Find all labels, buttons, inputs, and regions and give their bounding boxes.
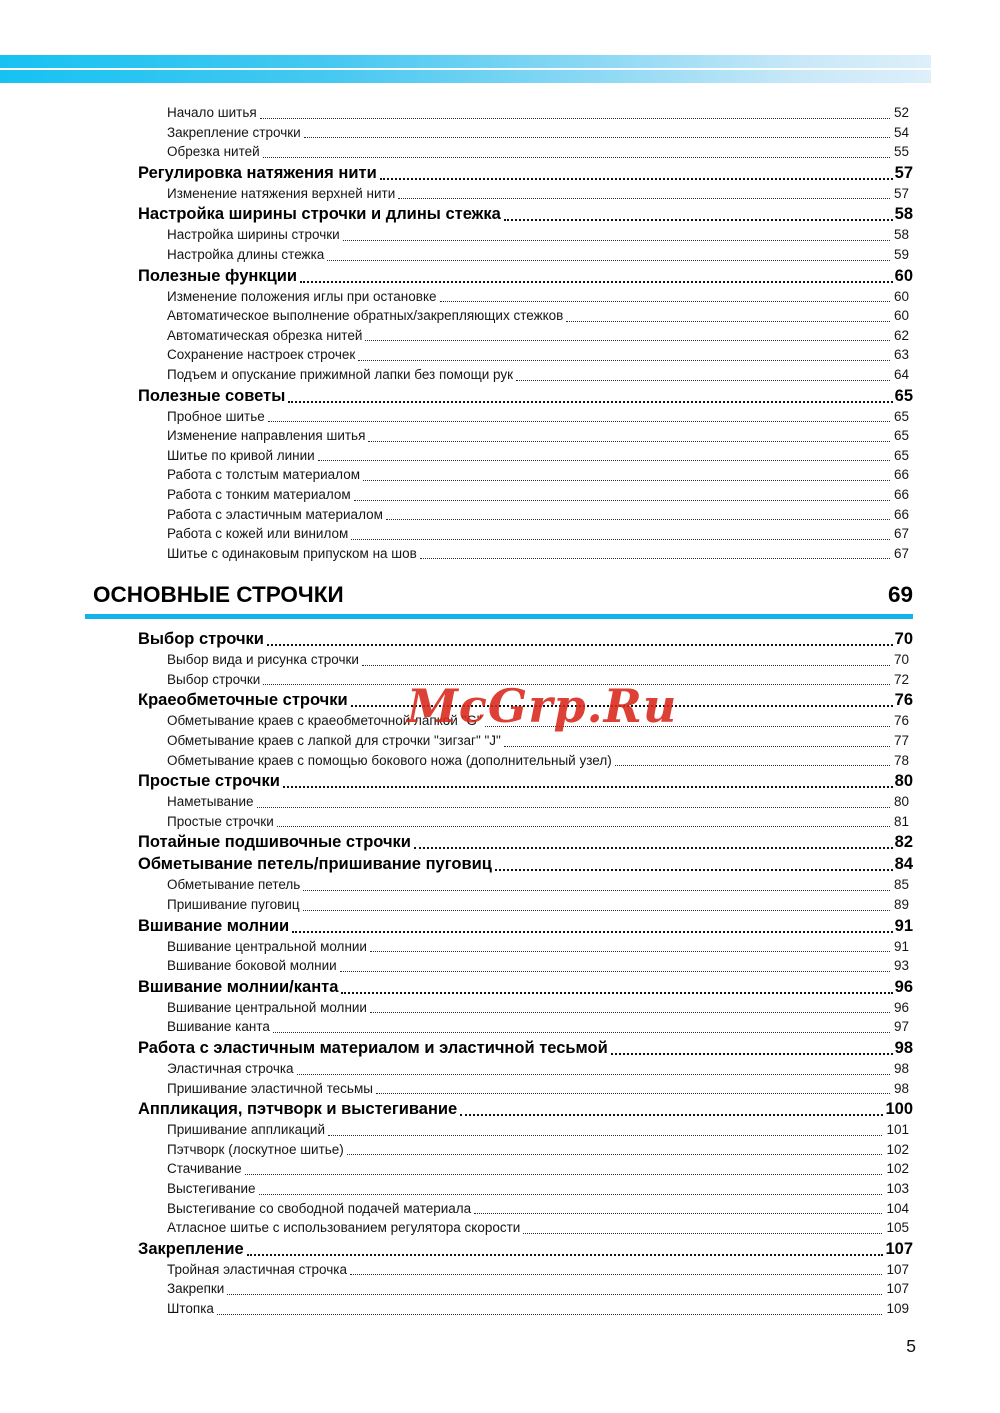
toc-leader-dots	[437, 287, 894, 307]
toc-entry-label: Автоматическое выполнение обратных/закрепляющих стежков	[167, 308, 564, 324]
toc-entry-page-number: 70	[893, 652, 909, 668]
toc-leader-dots	[340, 225, 894, 245]
toc-leader-dots	[300, 895, 894, 915]
toc-leader-dots	[325, 1120, 886, 1140]
toc-entry-page-number: 76	[893, 713, 909, 729]
toc-entry-label: Обметывание краев с помощью бокового ножа (дополнительный узел)	[167, 752, 612, 768]
toc-entry	[85, 426, 913, 446]
toc-leader-dots	[395, 184, 894, 204]
toc-entry	[85, 1279, 913, 1299]
toc-entry-page-number: 107	[886, 1281, 909, 1297]
toc-entry-page-number: 107	[886, 1261, 909, 1277]
toc-entry-label: Закрепление	[138, 1239, 244, 1258]
toc-entry-page-number: 60	[894, 266, 913, 285]
toc-leader-dots	[224, 1279, 886, 1299]
toc-entry-label: Шитье с одинаковым припуском на шов	[167, 545, 417, 561]
toc-leader-dots	[383, 505, 894, 525]
toc-entry	[85, 770, 913, 792]
toc-entry-page-number: 80	[893, 794, 909, 810]
toc-entry-page-number: 104	[886, 1200, 909, 1216]
toc-entry-label: Обметывание краев с лапкой для строчки "зигзаг" "J"	[167, 733, 501, 749]
toc-entry-page-number: 78	[893, 752, 909, 768]
toc-part1	[85, 103, 913, 563]
toc-leader-dots	[315, 446, 894, 466]
toc-entry	[85, 1199, 913, 1219]
toc-entry-page-number: 85	[893, 877, 909, 893]
toc-entry-page-number: 102	[886, 1141, 909, 1157]
toc-entry-label: Обметывание петель/пришивание пуговиц	[138, 855, 492, 874]
toc-entry	[85, 1159, 913, 1179]
table-of-contents	[85, 103, 913, 1319]
toc-entry-label: Пришивание эластичной тесьмы	[167, 1080, 373, 1096]
toc-leader-dots	[482, 711, 894, 731]
toc-entry-label: Выбор вида и рисунка строчки	[167, 652, 359, 668]
toc-entry-label: Краеобметочные строчки	[138, 691, 348, 710]
toc-leader-dots	[257, 103, 894, 123]
toc-leader-dots	[301, 123, 894, 143]
toc-entry	[85, 751, 913, 771]
toc-entry-page-number: 98	[893, 1061, 909, 1076]
toc-entry-page-number: 62	[893, 327, 909, 343]
footer-page-number: 5	[906, 1336, 916, 1356]
toc-entry-label: Простые строчки	[167, 813, 274, 829]
section-title: ОСНОВНЫЕ СТРОЧКИ	[93, 582, 344, 608]
toc-entry-label: Выбор строчки	[167, 671, 261, 687]
toc-leader-dots	[324, 245, 894, 265]
toc-leader-dots	[260, 142, 894, 162]
toc-entry-page-number: 96	[894, 977, 913, 996]
toc-leader-dots	[520, 1218, 886, 1238]
toc-entry	[85, 1017, 913, 1037]
toc-entry	[85, 915, 913, 937]
toc-entry-label: Начало шитья	[167, 105, 257, 120]
toc-entry	[85, 1120, 913, 1140]
toc-entry	[85, 184, 913, 204]
toc-entry	[85, 103, 913, 123]
toc-leader-dots	[367, 998, 894, 1018]
toc-entry-page-number: 57	[894, 163, 913, 182]
toc-entry	[85, 628, 913, 650]
toc-entry-page-number: 98	[894, 1039, 913, 1057]
toc-leader-dots	[359, 650, 894, 670]
toc-entry-label: Вшивание центральной молнии	[167, 999, 367, 1015]
toc-leader-dots	[244, 1238, 886, 1260]
toc-entry-label: Вшивание канта	[167, 1019, 270, 1035]
toc-entry-label: Штопка	[167, 1300, 214, 1316]
toc-entry-page-number: 66	[893, 467, 909, 483]
toc-entry-page-number: 58	[894, 205, 913, 224]
toc-entry	[85, 544, 913, 564]
toc-leader-dots	[348, 524, 894, 544]
toc-entry-page-number: 65	[893, 408, 909, 424]
toc-leader-dots	[264, 628, 895, 650]
toc-leader-dots	[265, 407, 894, 427]
toc-entry-page-number: 52	[893, 105, 909, 120]
toc-entry-page-number: 91	[893, 938, 909, 954]
toc-leader-dots	[365, 426, 894, 446]
toc-leader-dots	[373, 1079, 894, 1099]
toc-entry	[85, 937, 913, 957]
toc-entry-page-number: 58	[893, 227, 909, 243]
toc-entry-label: Пробное шитье	[167, 408, 265, 424]
toc-entry-page-number: 107	[885, 1239, 913, 1258]
section-page-number: 69	[887, 582, 913, 608]
toc-leader-dots	[300, 875, 894, 895]
toc-entry-label: Работа с толстым материалом	[167, 467, 360, 483]
toc-entry-page-number: 59	[893, 246, 909, 262]
toc-entry	[85, 142, 913, 162]
toc-entry-label: Закрепки	[167, 1281, 225, 1297]
toc-entry-label: Сохранение настроек строчек	[167, 347, 356, 363]
toc-entry	[85, 650, 913, 670]
toc-entry-label: Настройка длины стежка	[167, 246, 325, 262]
toc-entry-page-number: 64	[893, 366, 909, 382]
toc-entry	[85, 524, 913, 544]
toc-leader-dots	[348, 689, 895, 711]
toc-leader-dots	[513, 365, 894, 385]
toc-entry-page-number: 63	[893, 347, 909, 363]
toc-leader-dots	[256, 1179, 887, 1199]
toc-leader-dots	[608, 1037, 895, 1059]
section-heading	[85, 580, 913, 609]
toc-entry-label: Работа с эластичным материалом и эластичной тесьмой	[138, 1039, 608, 1057]
toc-entry	[85, 407, 913, 427]
toc-entry-label: Простые строчки	[138, 772, 280, 791]
toc-leader-dots	[457, 1098, 885, 1120]
toc-leader-dots	[285, 385, 894, 407]
toc-entry-label: Атласное шитье с использованием регулятора скорости	[167, 1220, 521, 1236]
toc-leader-dots	[471, 1199, 886, 1219]
toc-entry-label: Обметывание петель	[167, 877, 301, 893]
toc-entry-label: Настройка ширины строчки	[167, 227, 340, 243]
toc-entry	[85, 345, 913, 365]
toc-entry-label: Настройка ширины строчки и длины стежка	[138, 205, 501, 224]
toc-entry-label: Потайные подшивочные строчки	[138, 833, 411, 852]
toc-entry	[85, 998, 913, 1018]
toc-leader-dots	[242, 1159, 887, 1179]
toc-entry	[85, 365, 913, 385]
toc-entry-label: Пэтчворк (лоскутное шитье)	[167, 1141, 344, 1157]
toc-leader-dots	[417, 544, 894, 564]
toc-entry-page-number: 103	[886, 1180, 909, 1196]
toc-entry-page-number: 67	[893, 526, 909, 542]
toc-leader-dots	[289, 915, 894, 937]
toc-entry	[85, 505, 913, 525]
toc-entry	[85, 812, 913, 832]
toc-entry-page-number: 66	[893, 486, 909, 502]
toc-entry-page-number: 66	[893, 506, 909, 522]
toc-entry-page-number: 96	[893, 999, 909, 1015]
toc-leader-dots	[612, 751, 894, 771]
toc-leader-dots	[351, 485, 894, 505]
toc-entry	[85, 287, 913, 307]
toc-entry-page-number: 81	[893, 813, 909, 829]
toc-entry-page-number: 91	[894, 916, 913, 935]
toc-entry-label: Вшивание центральной молнии	[167, 938, 367, 954]
toc-leader-dots	[260, 670, 894, 690]
toc-entry-label: Эластичная строчка	[167, 1061, 294, 1076]
toc-entry-label: Пришивание аппликаций	[167, 1122, 325, 1138]
toc-entry	[85, 1179, 913, 1199]
toc-entry-page-number: 82	[894, 833, 913, 852]
toc-leader-dots	[362, 326, 894, 346]
toc-entry-label: Тройная эластичная строчка	[167, 1261, 347, 1277]
toc-entry	[85, 711, 913, 731]
toc-entry	[85, 1260, 913, 1280]
toc-entry	[85, 956, 913, 976]
toc-leader-dots	[367, 937, 894, 957]
toc-entry-page-number: 105	[886, 1220, 909, 1236]
toc-leader-dots	[563, 306, 894, 326]
toc-entry-label: Выстегивание	[167, 1180, 256, 1196]
toc-leader-dots	[214, 1299, 887, 1319]
toc-leader-dots	[297, 265, 895, 287]
toc-entry-page-number: 67	[893, 545, 909, 561]
toc-leader-dots	[274, 812, 894, 832]
section-rule	[85, 614, 913, 619]
toc-entry-page-number: 65	[893, 447, 909, 463]
toc-entry-page-number: 100	[885, 1100, 913, 1119]
toc-entry-label: Обметывание краев с краеобметочной лапкой "G"	[167, 713, 482, 729]
toc-entry	[85, 265, 913, 287]
toc-entry-label: Пришивание пуговиц	[167, 897, 300, 913]
toc-entry	[85, 203, 913, 225]
toc-entry-page-number: 72	[893, 671, 909, 687]
toc-entry-page-number: 101	[886, 1122, 909, 1138]
toc-leader-dots	[347, 1260, 886, 1280]
toc-entry	[85, 225, 913, 245]
toc-entry	[85, 123, 913, 143]
toc-entry	[85, 465, 913, 485]
toc-entry-page-number: 60	[893, 308, 909, 324]
toc-leader-dots	[377, 162, 895, 184]
toc-entry	[85, 1037, 913, 1059]
toc-entry-label: Работа с тонким материалом	[167, 486, 351, 502]
toc-entry	[85, 670, 913, 690]
toc-leader-dots	[337, 956, 894, 976]
toc-leader-dots	[501, 203, 895, 225]
toc-entry-page-number: 97	[893, 1019, 909, 1035]
toc-leader-dots	[280, 770, 895, 792]
toc-entry-page-number: 109	[886, 1300, 909, 1316]
toc-entry	[85, 1079, 913, 1099]
toc-leader-dots	[492, 853, 895, 875]
toc-entry-label: Полезные функции	[138, 266, 298, 285]
toc-entry	[85, 162, 913, 184]
toc-entry-label: Вшивание молнии	[138, 916, 290, 935]
toc-entry-label: Выстегивание со свободной подачей материала	[167, 1200, 472, 1216]
toc-leader-dots	[355, 345, 894, 365]
toc-entry-page-number: 65	[894, 386, 913, 405]
toc-leader-dots	[294, 1059, 894, 1079]
toc-entry-label: Полезные советы	[138, 386, 286, 405]
toc-entry-label: Выбор строчки	[138, 630, 264, 649]
toc-entry	[85, 245, 913, 265]
header-bar-divider-line	[0, 68, 931, 70]
toc-leader-dots	[360, 465, 894, 485]
toc-entry	[85, 446, 913, 466]
toc-entry-label: Регулировка натяжения нити	[138, 163, 377, 182]
header-gradient-bar	[0, 55, 931, 83]
toc-entry-label: Вшивание боковой молнии	[167, 958, 337, 974]
toc-entry-page-number: 98	[893, 1080, 909, 1096]
toc-entry-label: Аппликация, пэтчворк и выстегивание	[138, 1100, 458, 1119]
toc-entry-label: Изменение натяжения верхней нити	[167, 185, 396, 201]
toc-entry-page-number: 55	[893, 144, 909, 160]
toc-leader-dots	[254, 792, 894, 812]
toc-entry	[85, 831, 913, 853]
toc-entry-page-number: 54	[893, 124, 909, 140]
toc-entry-page-number: 93	[893, 958, 909, 974]
toc-entry-label: Вшивание молнии/канта	[138, 977, 339, 996]
toc-entry-label: Изменение направления шитья	[167, 428, 366, 444]
toc-entry-label: Автоматическая обрезка нитей	[167, 327, 363, 343]
toc-entry-page-number: 57	[893, 185, 909, 201]
toc-entry-page-number: 102	[886, 1161, 909, 1177]
toc-entry	[85, 731, 913, 751]
toc-entry	[85, 976, 913, 998]
toc-leader-dots	[501, 731, 894, 751]
toc-entry-label: Подъем и опускание прижимной лапки без помощи рук	[167, 366, 514, 382]
toc-entry	[85, 792, 913, 812]
toc-entry-page-number: 77	[893, 733, 909, 749]
toc-entry-page-number: 65	[893, 428, 909, 444]
toc-entry	[85, 485, 913, 505]
toc-entry	[85, 385, 913, 407]
toc-entry	[85, 1218, 913, 1238]
toc-entry-page-number: 76	[894, 691, 913, 710]
toc-entry	[85, 875, 913, 895]
toc-entry-page-number: 84	[894, 855, 913, 874]
toc-entry-label: Изменение положения иглы при остановке	[167, 288, 437, 304]
toc-part2	[85, 628, 913, 1318]
toc-entry-label: Шитье по кривой линии	[167, 447, 315, 463]
toc-leader-dots	[338, 976, 894, 998]
toc-entry-page-number: 70	[894, 630, 913, 649]
toc-entry-label: Обрезка нитей	[167, 144, 260, 160]
toc-entry-page-number: 80	[894, 772, 913, 791]
watermark: McGrp.Ru	[407, 679, 678, 733]
toc-leader-dots	[344, 1140, 887, 1160]
toc-entry-page-number: 89	[893, 897, 909, 913]
toc-entry	[85, 895, 913, 915]
toc-entry	[85, 1299, 913, 1319]
toc-entry	[85, 1059, 913, 1079]
toc-entry-label: Работа с кожей или винилом	[167, 526, 349, 542]
toc-entry-label: Закрепление строчки	[167, 124, 301, 140]
toc-entry-label: Стачивание	[167, 1161, 242, 1177]
toc-leader-dots	[270, 1017, 894, 1037]
toc-entry-label: Наметывание	[167, 794, 254, 810]
toc-entry	[85, 689, 913, 711]
toc-entry	[85, 1140, 913, 1160]
toc-entry	[85, 853, 913, 875]
toc-entry	[85, 306, 913, 326]
toc-entry	[85, 326, 913, 346]
toc-entry-page-number: 60	[893, 288, 909, 304]
toc-entry	[85, 1098, 913, 1120]
toc-entry-label: Работа с эластичным материалом	[167, 506, 383, 522]
toc-entry	[85, 1238, 913, 1260]
toc-leader-dots	[411, 831, 895, 853]
